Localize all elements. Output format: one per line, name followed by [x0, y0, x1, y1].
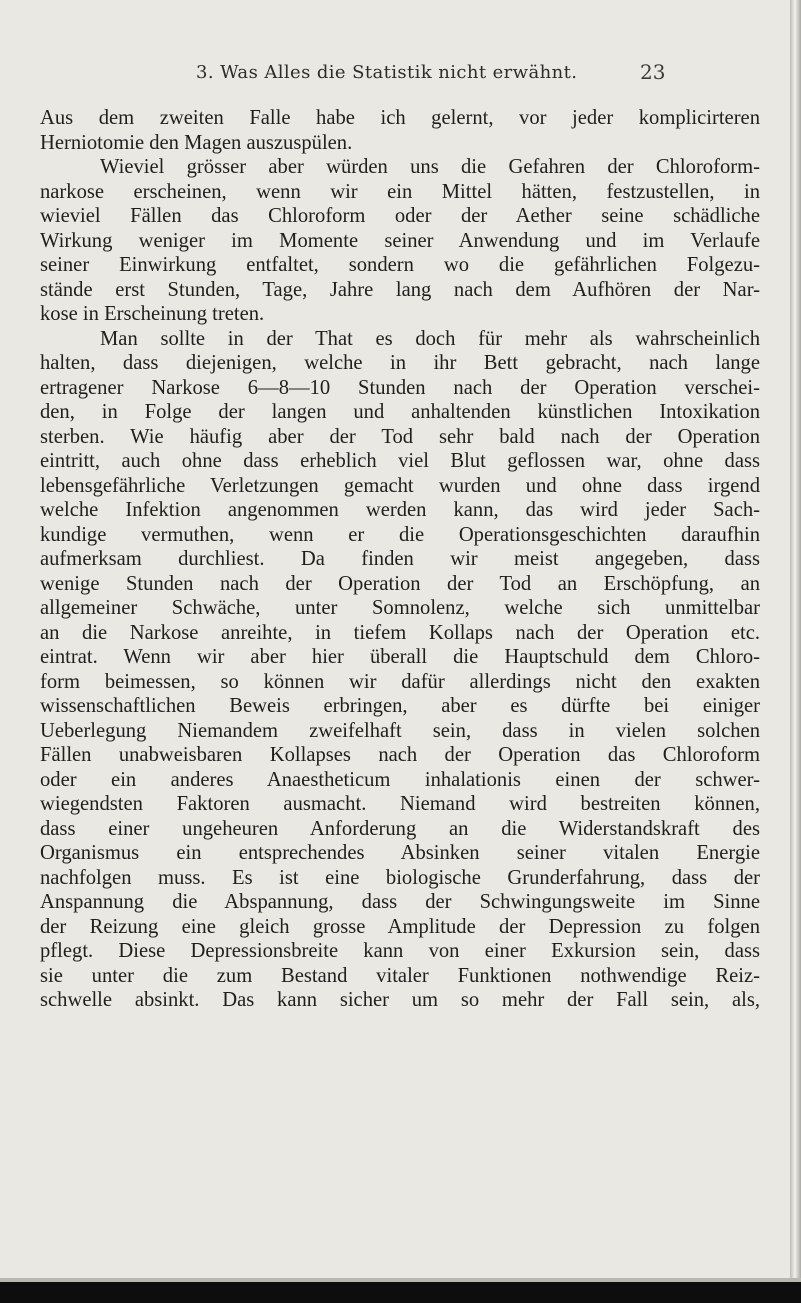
text-line: der Reizung eine gleich grosse Amplitude der Depression zu folgen	[40, 915, 760, 938]
body-text	[40, 106, 760, 1013]
text-line: Anspannung die Abspannung, dass der Schwingungsweite im Sinne	[40, 891, 760, 913]
text-line: Wirkung weniger im Momente seiner Anwendung und im Verlaufe	[40, 229, 760, 252]
text-line: den, in Folge der langen und anhaltenden künstlichen Intoxikation	[40, 401, 760, 423]
text-line: stände erst Stunden, Tage, Jahre lang nach dem Aufhören der Nar-	[40, 278, 760, 301]
text-line: halten, dass diejenigen, welche in ihr Bett gebracht, nach lange	[40, 352, 760, 374]
text-line: Wieviel grösser aber würden uns die Gefahren der Chloroform-	[100, 156, 760, 178]
text-line: wieviel Fällen das Chloroform oder der Aether seine schädliche	[40, 205, 760, 227]
text-line: sterben. Wie häufig aber der Tod sehr bald nach der Operation	[40, 425, 760, 448]
text-line: form beimessen, so können wir dafür allerdings nicht den exakten	[40, 670, 760, 693]
text-line: sie unter die zum Bestand vitaler Funktionen nothwendige Reiz-	[40, 964, 760, 987]
text-line: Fällen unabweisbaren Kollapses nach der Operation das Chloroform	[40, 744, 760, 766]
text-line: ertragener Narkose 6—8—10 Stunden nach der Operation verschei-	[40, 376, 760, 399]
text-line: Aus dem zweiten Falle habe ich gelernt, vor jeder komplicirteren	[40, 107, 760, 129]
text-line: dass einer ungeheuren Anforderung an die Widerstandskraft des	[40, 817, 760, 840]
text-line: aufmerksam durchliest. Da finden wir meist angegeben, dass	[40, 548, 760, 570]
page-edge-right	[790, 0, 801, 1303]
text-line: Ueberlegung Niemandem zweifelhaft sein, dass in vielen solchen	[40, 719, 760, 742]
text-line: seiner Einwirkung entfaltet, sondern wo die gefährlichen Folgezu-	[40, 254, 760, 276]
text-line: kose in Erscheinung treten.	[40, 303, 265, 325]
text-line: wenige Stunden nach der Operation der Tod an Erschöpfung, an	[40, 572, 760, 595]
text-line: Herniotomie den Magen auszuspülen.	[40, 131, 353, 154]
text-line: an die Narkose anreihte, in tiefem Kollaps nach der Operation etc.	[40, 621, 760, 644]
text-line: wissenschaftlichen Beweis erbringen, aber es dürfte bei einiger	[40, 695, 760, 717]
text-line: allgemeiner Schwäche, unter Somnolenz, welche sich unmittelbar	[40, 597, 760, 619]
text-line: eintrat. Wenn wir aber hier überall die Hauptschuld dem Chloro-	[40, 646, 760, 668]
text-line: narkose erscheinen, wenn wir ein Mittel hätten, festzustellen, in	[40, 180, 760, 203]
text-line: nachfolgen muss. Es ist eine biologische Grunderfahrung, dass der	[40, 866, 760, 889]
text-line: Organismus ein entsprechendes Absinken seiner vitalen Energie	[40, 842, 760, 864]
text-line: wiegendsten Faktoren ausmacht. Niemand wird bestreiten können,	[40, 793, 760, 815]
page-header	[0, 62, 792, 92]
text-line: pflegt. Diese Depressionsbreite kann von einer Exkursion sein, dass	[40, 940, 760, 962]
page-edge-bottom	[0, 1282, 801, 1303]
text-line: kundige vermuthen, wenn er die Operationsgeschichten daraufhin	[40, 523, 760, 546]
text-line: lebensgefährliche Verletzungen gemacht wurden und ohne dass irgend	[40, 474, 760, 497]
text-line: oder ein anderes Anaestheticum inhalationis einen der schwer-	[40, 768, 760, 791]
text-line: Man sollte in der That es doch für mehr als wahrscheinlich	[100, 327, 760, 350]
page-number: 23	[640, 60, 666, 84]
text-line: welche Infektion angenommen werden kann, das wird jeder Sach-	[40, 499, 760, 521]
text-line: eintritt, auch ohne dass erheblich viel Blut geflossen war, ohne dass	[40, 450, 760, 472]
running-title: 3. Was Alles die Statistik nicht erwähnt.	[196, 62, 578, 83]
text-line: schwelle absinkt. Das kann sicher um so mehr der Fall sein, als,	[40, 989, 760, 1011]
